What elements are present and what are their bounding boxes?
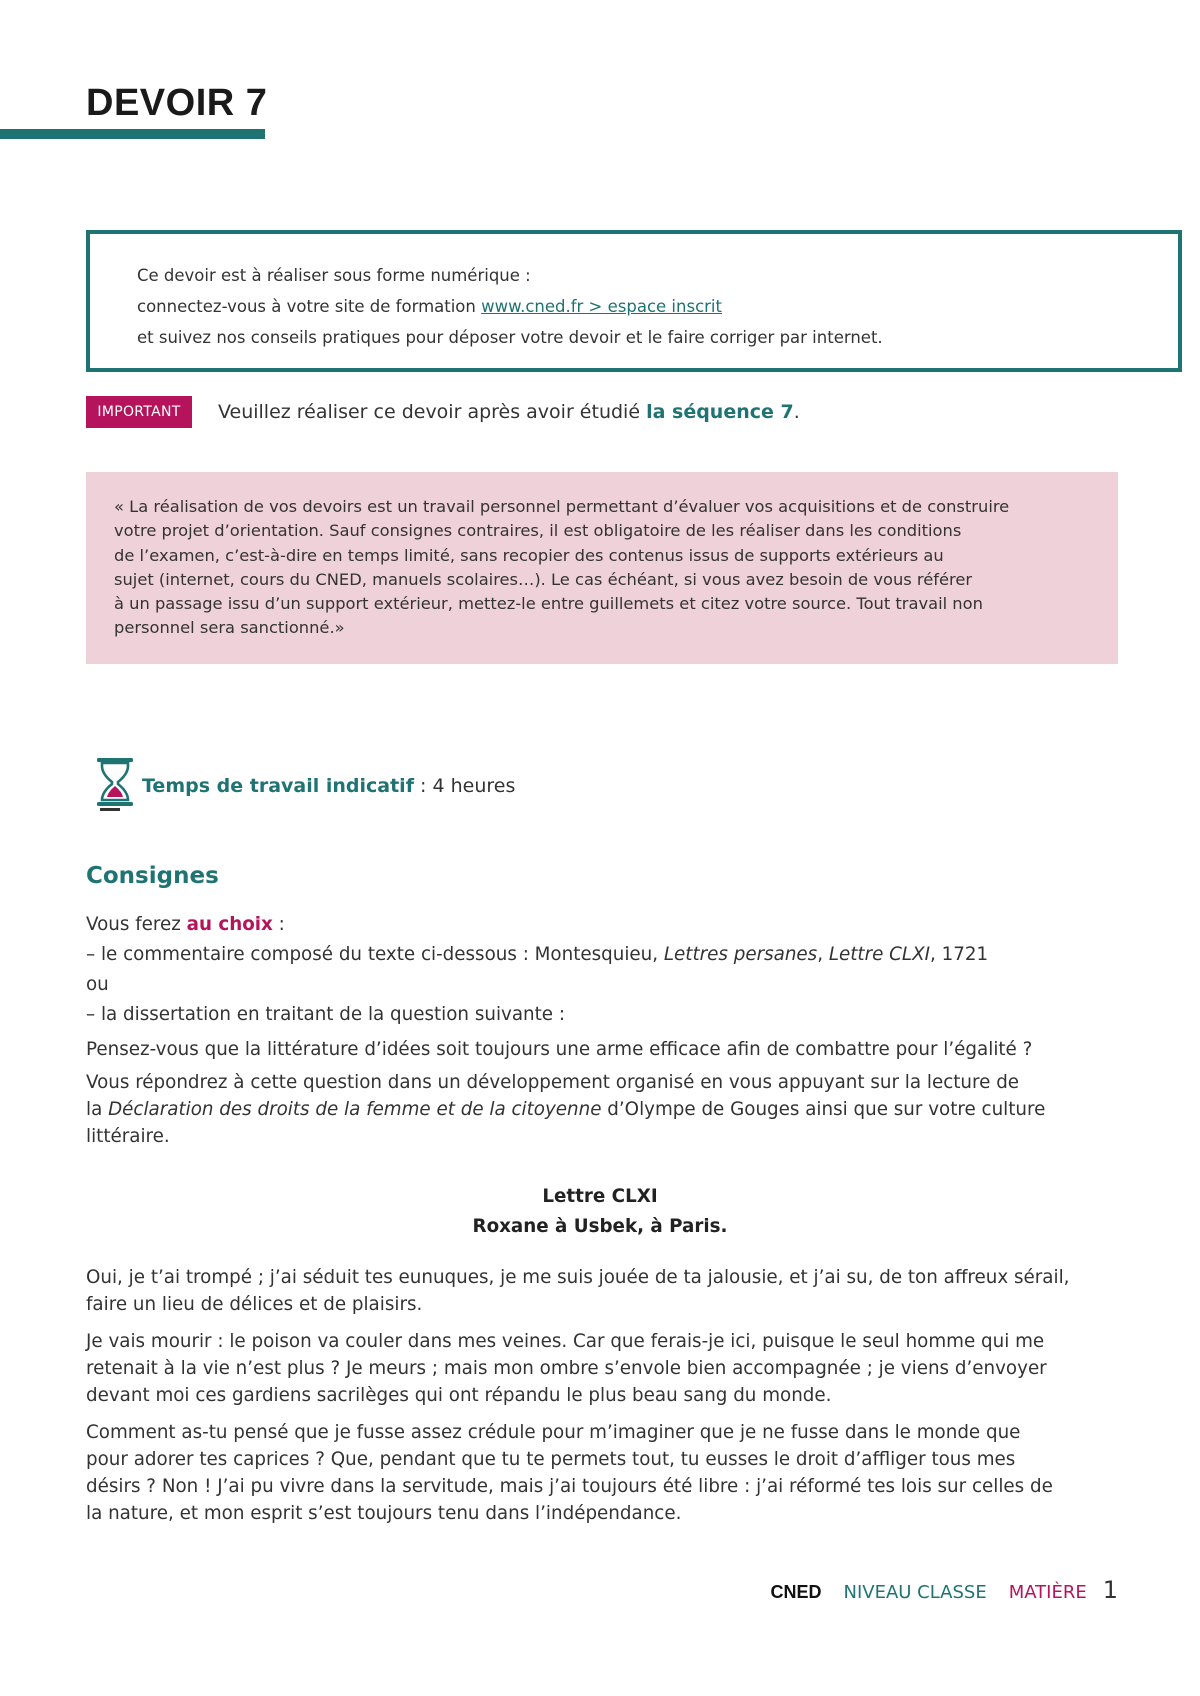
cned-site-link[interactable]: www.cned.fr > espace inscrit	[481, 297, 722, 316]
hourglass-icon	[94, 756, 136, 812]
work-time: Temps de travail indicatif : 4 heures	[142, 775, 516, 797]
notice-line: personnel sera sanctionné.»	[114, 618, 345, 638]
option-separator: ou	[86, 974, 109, 995]
notice-line: votre projet d’orientation. Sauf consignes contraires, il est obligatoire de les réaliser dans les conditions	[114, 521, 962, 541]
consignes-heading: Consignes	[86, 863, 219, 889]
notice-line: à un passage issu d’un support extérieur, mettez-le entre guillemets et citez votre source. Tout travail non	[114, 594, 983, 614]
title-underline	[0, 129, 265, 139]
letter-title: Lettre CLXI	[542, 1186, 658, 1207]
sequence-reference: la séquence 7	[646, 401, 794, 423]
footer-level: NIVEAU CLASSE	[843, 1582, 987, 1603]
page-footer	[770, 1575, 1118, 1608]
work-time-label: Temps de travail indicatif	[142, 775, 414, 797]
info-line-2: connectez-vous à votre site de formation www.cned.fr > espace inscrit	[137, 297, 722, 316]
letter-subtitle: Roxane à Usbek, à Paris.	[472, 1216, 728, 1237]
work-time-value: 4 heures	[432, 775, 516, 797]
dissertation-instructions: Vous répondrez à cette question dans un développement organisé en vous appuyant sur la lecture de la Déclaration des droits de la femme et de la citoyenne d’Olympe de Gouges ainsi que sur votre culture littéraire.	[86, 1072, 1046, 1147]
consignes-body	[86, 910, 1126, 1150]
info-line-3: et suivez nos conseils pratiques pour déposer votre devoir et le faire corriger par internet.	[137, 328, 883, 347]
dissertation-question: Pensez-vous que la littérature d’idées soit toujours une arme efficace afin de combattre pour l’égalité ?	[86, 1039, 1033, 1060]
page-number: 1	[1102, 1576, 1118, 1604]
consignes-intro: Vous ferez au choix :	[86, 914, 285, 935]
choice-emphasis: au choix	[186, 914, 273, 935]
page-title: DEVOIR 7	[86, 82, 268, 124]
info-line-1: Ce devoir est à réaliser sous forme numérique :	[137, 266, 531, 285]
important-notice: Veuillez réaliser ce devoir après avoir étudié la séquence 7.	[218, 401, 800, 423]
footer-org: CNED	[770, 1582, 822, 1602]
important-badge: IMPORTANT	[86, 396, 192, 428]
option-dissertation: – la dissertation en traitant de la question suivante :	[86, 1004, 566, 1025]
digital-submission-box	[86, 230, 1182, 372]
personal-work-notice	[86, 472, 1118, 664]
notice-line: de l’examen, c’est-à-dire en temps limité, sans recopier des contenus issus de supports extérieurs au	[114, 545, 944, 565]
footer-subject: MATIÈRE	[1008, 1582, 1087, 1603]
letter-paragraph: Je vais mourir : le poison va couler dans mes veines. Car que ferais-je ici, puisque le seul homme qui me retenait à la vie n’est plus ? Je meurs ; mais mon ombre s’envole bien accompagnée ; je viens d’envoyer devant moi ces gardiens sacrilèges qui ont répandu le plus beau sang du monde.	[86, 1331, 1047, 1406]
letter-paragraph: Comment as-tu pensé que je fusse assez crédule pour m’imaginer que je ne fusse dans le monde que pour adorer tes caprices ? Que, pendant que tu te permets tout, tu eusses le droit d’affliger tous mes désirs ? Non ! J’ai pu vivre dans la servitude, mais j’ai toujours été libre : j’ai réformé tes lois sur celles de la nature, et mon esprit s’est toujours tenu dans l’indépendance.	[86, 1422, 1053, 1524]
letter-text	[86, 1264, 1126, 1537]
letter-paragraph: Oui, je t’ai trompé ; j’ai séduit tes eunuques, je me suis jouée de ta jalousie, et j’ai su, de ton affreux sérail, faire un lieu de délices et de plaisirs.	[86, 1267, 1070, 1315]
notice-line: sujet (internet, cours du CNED, manuels scolaires…). Le cas échéant, si vous avez besoin de vous référer	[114, 569, 973, 589]
notice-line: « La réalisation de vos devoirs est un travail personnel permettant d’évaluer vos acquisitions et de construire	[114, 497, 1010, 516]
option-commentary: – le commentaire composé du texte ci-dessous : Montesquieu, Lettres persanes, Lettre CLXI, 1721	[86, 944, 989, 965]
